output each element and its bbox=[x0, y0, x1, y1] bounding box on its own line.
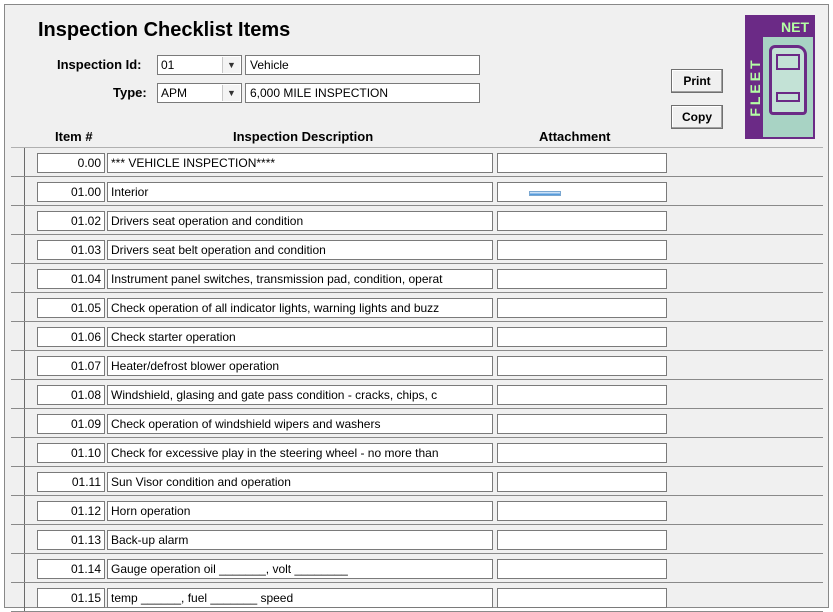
type-description-field[interactable]: 6,000 MILE INSPECTION bbox=[245, 83, 480, 103]
item-description-field[interactable]: Horn operation bbox=[107, 501, 493, 521]
table-row bbox=[11, 322, 823, 351]
item-number-field[interactable]: 01.05 bbox=[37, 298, 105, 318]
attachment-field[interactable] bbox=[497, 182, 667, 202]
row-selector[interactable] bbox=[11, 206, 25, 234]
item-description-field[interactable]: Interior bbox=[107, 182, 493, 202]
logo-text-net: NET bbox=[747, 17, 813, 37]
item-description-field[interactable]: Drivers seat operation and condition bbox=[107, 211, 493, 231]
row-selector[interactable] bbox=[11, 583, 25, 611]
item-number-field[interactable]: 01.11 bbox=[37, 472, 105, 492]
table-row bbox=[11, 496, 823, 525]
row-selector[interactable] bbox=[11, 554, 25, 582]
table-row bbox=[11, 206, 823, 235]
row-selector[interactable] bbox=[11, 380, 25, 408]
chevron-down-icon[interactable]: ▼ bbox=[222, 57, 240, 73]
table-row bbox=[11, 583, 823, 612]
logo-side-bar bbox=[747, 37, 763, 137]
table-row bbox=[11, 438, 823, 467]
table-row bbox=[11, 264, 823, 293]
attachment-image-icon[interactable] bbox=[529, 191, 561, 196]
row-selector[interactable] bbox=[11, 148, 25, 176]
bus-icon bbox=[769, 45, 807, 115]
item-number-field[interactable]: 01.12 bbox=[37, 501, 105, 521]
attachment-field[interactable] bbox=[497, 356, 667, 376]
item-number-field[interactable]: 01.08 bbox=[37, 385, 105, 405]
row-selector[interactable] bbox=[11, 293, 25, 321]
item-number-field[interactable]: 01.04 bbox=[37, 269, 105, 289]
table-row bbox=[11, 554, 823, 583]
attachment-field[interactable] bbox=[497, 559, 667, 579]
item-description-field[interactable]: Check operation of windshield wipers and washers bbox=[107, 414, 493, 434]
inspection-checklist-form bbox=[4, 4, 829, 608]
row-selector[interactable] bbox=[11, 177, 25, 205]
attachment-field[interactable] bbox=[497, 588, 667, 608]
item-description-field[interactable]: Back-up alarm bbox=[107, 530, 493, 550]
row-selector[interactable] bbox=[11, 438, 25, 466]
table-row bbox=[11, 351, 823, 380]
item-number-field[interactable]: 01.09 bbox=[37, 414, 105, 434]
row-selector[interactable] bbox=[11, 351, 25, 379]
attachment-field[interactable] bbox=[497, 530, 667, 550]
row-selector[interactable] bbox=[11, 496, 25, 524]
item-number-field[interactable]: 0.00 bbox=[37, 153, 105, 173]
attachment-field[interactable] bbox=[497, 240, 667, 260]
item-description-field[interactable]: Sun Visor condition and operation bbox=[107, 472, 493, 492]
item-description-field[interactable]: Drivers seat belt operation and condition bbox=[107, 240, 493, 260]
row-selector[interactable] bbox=[11, 235, 25, 263]
attachment-field[interactable] bbox=[497, 501, 667, 521]
table-row bbox=[11, 409, 823, 438]
item-description-field[interactable]: Heater/defrost blower operation bbox=[107, 356, 493, 376]
item-description-field[interactable]: Check for excessive play in the steering wheel - no more than bbox=[107, 443, 493, 463]
table-row bbox=[11, 525, 823, 554]
print-button[interactable]: Print bbox=[671, 69, 723, 93]
row-selector[interactable] bbox=[11, 322, 25, 350]
inspection-id-value: 01 bbox=[161, 58, 175, 72]
row-selector[interactable] bbox=[11, 467, 25, 495]
item-number-field[interactable]: 01.15 bbox=[37, 588, 105, 608]
item-number-field[interactable]: 01.10 bbox=[37, 443, 105, 463]
bus-window bbox=[776, 54, 800, 70]
table-row bbox=[11, 177, 823, 206]
column-header-attachment: Attachment bbox=[539, 129, 611, 144]
table-row bbox=[11, 467, 823, 496]
item-description-field[interactable]: Gauge operation oil _______, volt ________ bbox=[107, 559, 493, 579]
attachment-field[interactable] bbox=[497, 298, 667, 318]
attachment-field[interactable] bbox=[497, 211, 667, 231]
logo-text-fleet: FLEET bbox=[747, 57, 763, 117]
item-description-field[interactable]: Check operation of all indicator lights, warning lights and buzz bbox=[107, 298, 493, 318]
item-number-field[interactable]: 01.07 bbox=[37, 356, 105, 376]
item-description-field[interactable]: Instrument panel switches, transmission pad, condition, operat bbox=[107, 269, 493, 289]
fleet-net-logo bbox=[745, 15, 815, 139]
row-selector[interactable] bbox=[11, 409, 25, 437]
item-description-field[interactable]: temp ______, fuel _______ speed bbox=[107, 588, 493, 608]
table-row bbox=[11, 380, 823, 409]
attachment-field[interactable] bbox=[497, 327, 667, 347]
type-combo[interactable] bbox=[157, 83, 242, 103]
attachment-field[interactable] bbox=[497, 472, 667, 492]
table-row bbox=[11, 293, 823, 322]
item-number-field[interactable]: 01.06 bbox=[37, 327, 105, 347]
item-number-field[interactable]: 01.13 bbox=[37, 530, 105, 550]
attachment-field[interactable] bbox=[497, 443, 667, 463]
column-header-description: Inspection Description bbox=[233, 129, 374, 144]
item-number-field[interactable]: 01.02 bbox=[37, 211, 105, 231]
item-description-field[interactable]: *** VEHICLE INSPECTION**** bbox=[107, 153, 493, 173]
chevron-down-icon[interactable]: ▼ bbox=[222, 85, 240, 101]
table-row bbox=[11, 235, 823, 264]
column-header-item: Item # bbox=[55, 129, 93, 144]
attachment-field[interactable] bbox=[497, 269, 667, 289]
attachment-field[interactable] bbox=[497, 385, 667, 405]
item-description-field[interactable]: Check starter operation bbox=[107, 327, 493, 347]
attachment-field[interactable] bbox=[497, 414, 667, 434]
item-description-field[interactable]: Windshield, glasing and gate pass condition - cracks, chips, c bbox=[107, 385, 493, 405]
inspection-id-label: Inspection Id: bbox=[57, 57, 142, 72]
item-number-field[interactable]: 01.14 bbox=[37, 559, 105, 579]
copy-button[interactable]: Copy bbox=[671, 105, 723, 129]
inspection-description-field[interactable]: Vehicle bbox=[245, 55, 480, 75]
inspection-id-combo[interactable] bbox=[157, 55, 242, 75]
type-label: Type: bbox=[113, 85, 147, 100]
checklist-grid bbox=[11, 147, 823, 612]
type-value: APM bbox=[161, 86, 188, 100]
table-row bbox=[11, 148, 823, 177]
row-selector[interactable] bbox=[11, 264, 25, 292]
attachment-field[interactable] bbox=[497, 153, 667, 173]
page-title: Inspection Checklist Items bbox=[38, 19, 291, 41]
item-number-field[interactable]: 01.00 bbox=[37, 182, 105, 202]
item-number-field[interactable]: 01.03 bbox=[37, 240, 105, 260]
row-selector[interactable] bbox=[11, 525, 25, 553]
bus-grill bbox=[776, 92, 800, 102]
